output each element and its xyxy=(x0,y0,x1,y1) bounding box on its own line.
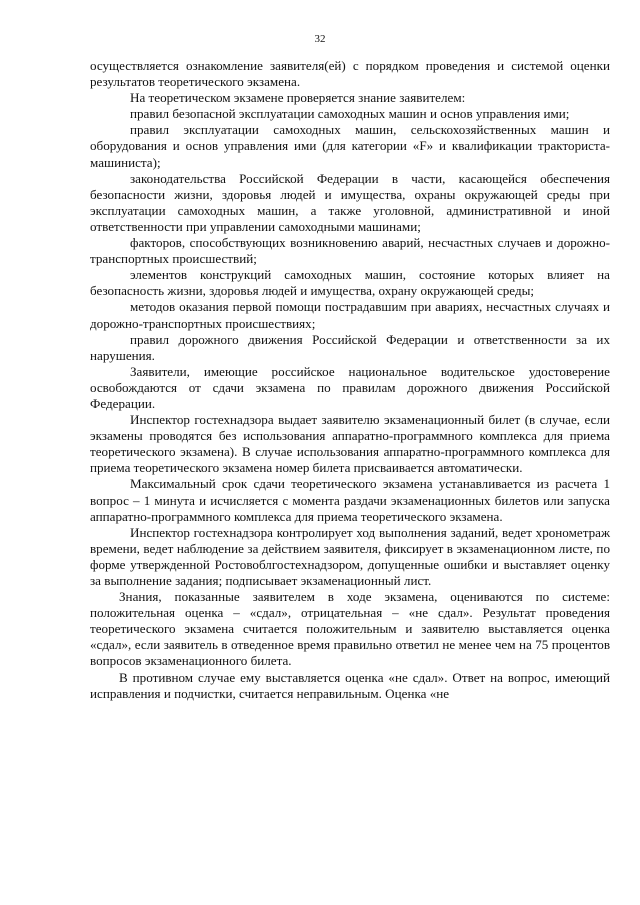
paragraph-exam-topics-heading: На теоретическом экзамене проверяется знание заявителем: xyxy=(130,90,466,106)
paragraph-failing-grade: В противном случае ему выставляется оценка «не сдал». Ответ на вопрос, имеющий исправления и подчистки, считается неправильным. Оценка «не xyxy=(90,669,610,701)
document-body xyxy=(90,58,610,702)
paragraph-topic-legislation: законодательства Российской Федерации в части, касающейся обеспечения безопасности жизни, здоровья людей и имущества, охраны окружающей среды при эксплуатации самоходных машин, а также уголовной, административной и иной ответственности при управлении самоходными машинами; xyxy=(90,170,610,234)
paragraph-time-limit: Максимальный срок сдачи теоретического экзамена устанавливается из расчета 1 вопрос – 1 минута и исчисляется с момента раздачи экзаменационных билетов или запуска аппаратно-программного комплекса для приема теоретического экзамена. xyxy=(90,476,610,524)
paragraph-ticket-issuance: Инспектор гостехнадзора выдает заявителю экзаменационный билет (в случае, если экзамены проводятся без использования аппаратно-программного комплекса для приема теоретического экзамена). В случае использования аппаратно-программного комплекса для приема теоретического экзамена номер билета присваивается автоматически. xyxy=(90,412,610,476)
paragraph-topic-accident-factors: факторов, способствующих возникновению аварий, несчастных случаев и дорожно-транспортных происшествий; xyxy=(90,235,610,267)
paragraph-topic-traffic-rules: правил дорожного движения Российской Федерации и ответственности за их нарушения. xyxy=(90,331,610,363)
paragraph-exemption: Заявители, имеющие российское национальное водительское удостоверение освобождаются от сдачи экзамена по правилам дорожного движения Российской Федерации. xyxy=(90,363,610,411)
paragraph-topic-safe-operation: правил безопасной эксплуатации самоходных машин и основ управления ими; xyxy=(130,106,570,122)
paragraph-intro-continuation: осуществляется ознакомление заявителя(ей) с порядком проведения и системой оценки результатов теоретического экзамена. xyxy=(90,58,610,90)
paragraph-grading-system: Знания, показанные заявителем в ходе экзамена, оцениваются по системе: положительная оценка – «сдал», отрицательная – «не сдал». Результат проведения теоретического экзамена считается положительным и заявителю выставляется оценка «сдал», если заявитель в отведенное время правильно ответил не менее чем на 75 процентов вопросов экзаменационного билета. xyxy=(90,589,610,669)
paragraph-topic-first-aid: методов оказания первой помощи пострадавшим при авариях, несчастных случаях и дорожно-транспортных происшествиях; xyxy=(90,299,610,331)
paragraph-topic-construction-elements: элементов конструкций самоходных машин, состояние которых влияет на безопасность жизни, здоровья людей и имущества, охрану окружающей среды; xyxy=(90,267,610,299)
paragraph-topic-agricultural-machines: правил эксплуатации самоходных машин, сельскохозяйственных машин и оборудования и основ управления ими (для категории «F» и квалификации тракториста-машиниста); xyxy=(90,122,610,170)
page-number: 32 xyxy=(314,33,326,45)
paragraph-inspector-control: Инспектор гостехнадзора контролирует ход выполнения заданий, ведет хронометраж времени, ведет наблюдение за действием заявителя, фиксирует в экзаменационном листе, по форме утвержденной Ростовоблгостехнадзором, допущенные ошибки и выставляет оценку за выполнение задания; подписывает экзаменационный лист. xyxy=(90,524,610,588)
